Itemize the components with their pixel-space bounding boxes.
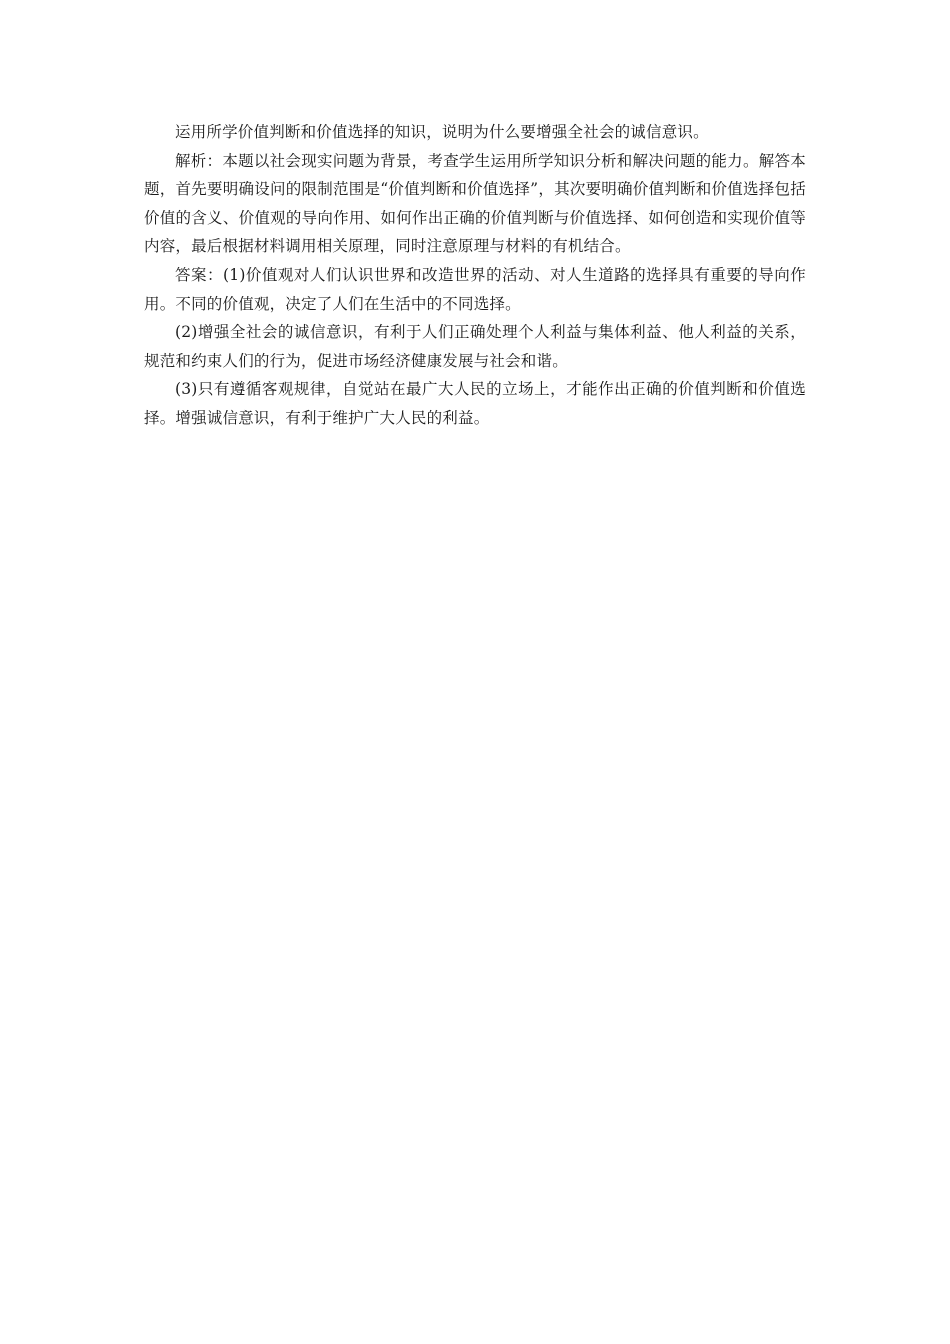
document-body [144,118,806,433]
answer-paragraph-2: (2)增强全社会的诚信意识，有利于人们正确处理个人利益与集体利益、他人利益的关系，规范和约束人们的行为，促进市场经济健康发展与社会和谐。 [144,323,806,370]
answer-paragraph-1: 答案：(1)价值观对人们认识世界和改造世界的活动、对人生道路的选择具有重要的导向作用。不同的价值观，决定了人们在生活中的不同选择。 [144,265,806,313]
analysis-paragraph: 解析：本题以社会现实问题为背景，考查学生运用所学知识分析和解决问题的能力。解答本题，首先要明确设问的限制范围是“价值判断和价值选择”，其次要明确价值判断和价值选择包括价值的含义、价值观的导向作用、如何作出正确的价值判断与价值选择、如何创造和实现价值等内容，最后根据材料调用相关原理，同时注意原理与材料的有机结合。 [144,151,806,256]
question-paragraph: 运用所学价值判断和价值选择的知识，说明为什么要增强全社会的诚信意识。 [175,123,709,141]
answer-paragraph-3: (3)只有遵循客观规律，自觉站在最广大人民的立场上，才能作出正确的价值判断和价值选择。增强诚信意识，有利于维护广大人民的利益。 [144,380,806,427]
